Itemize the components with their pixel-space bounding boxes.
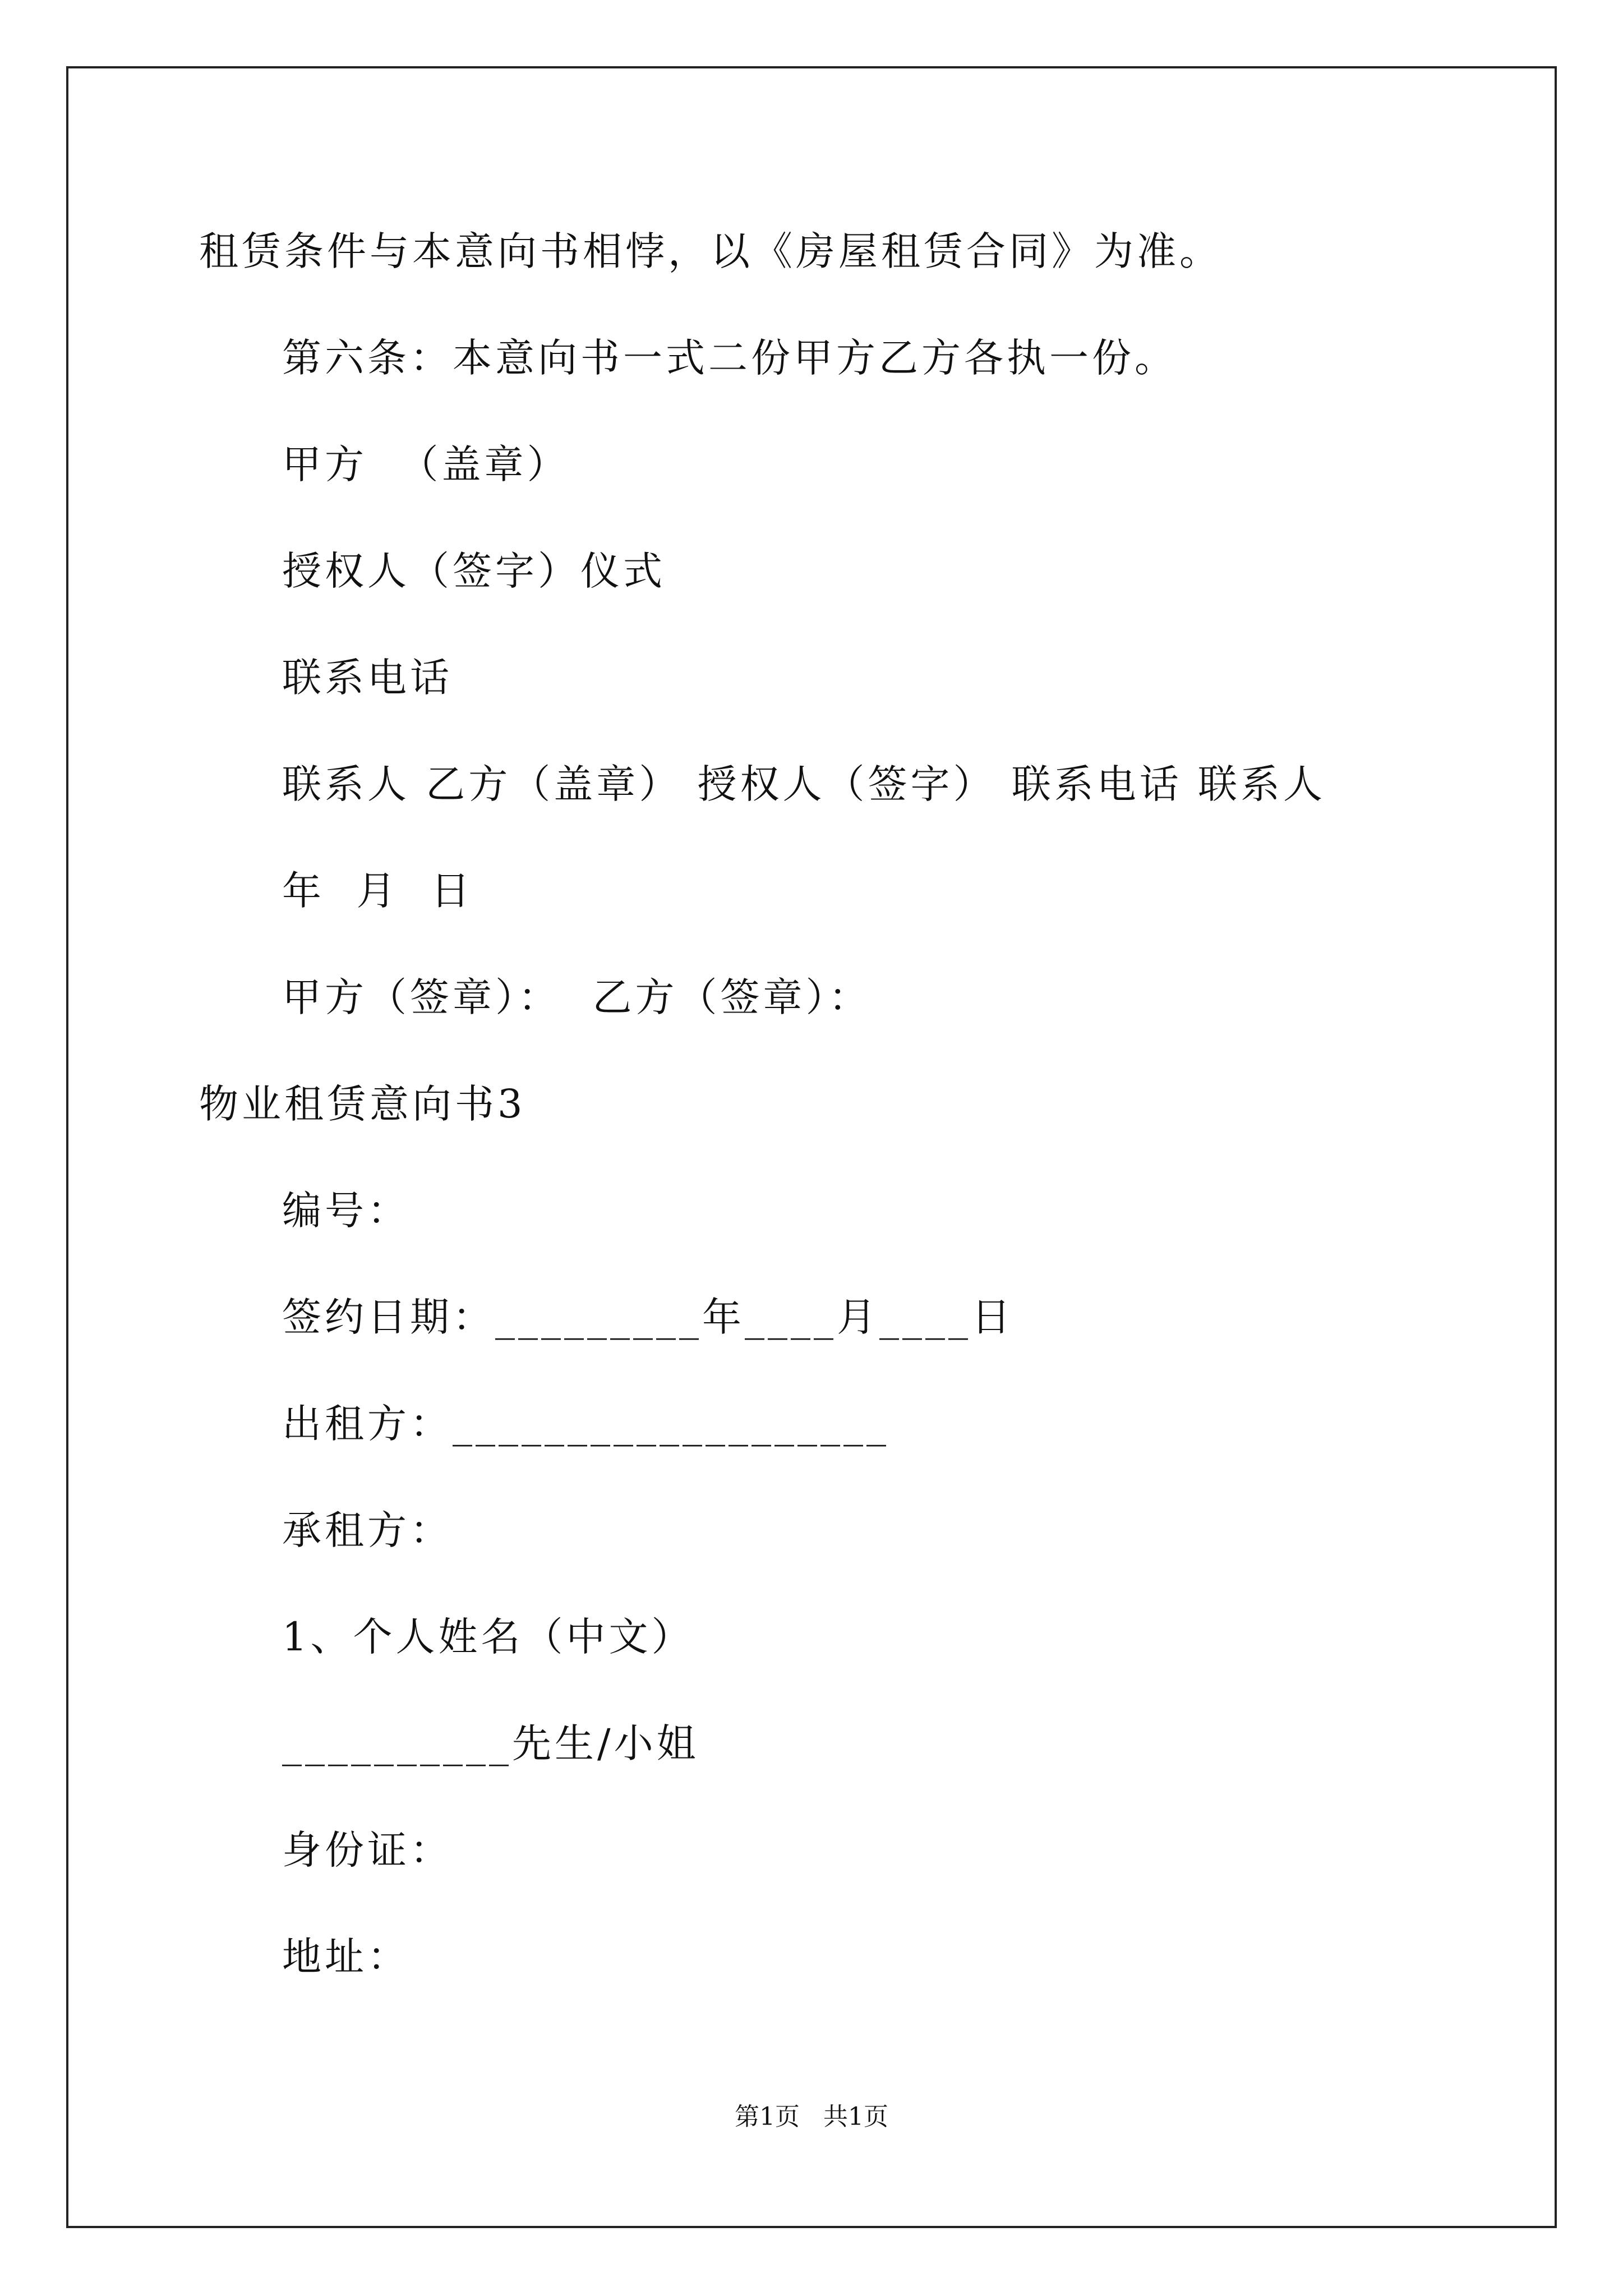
authorized-person-signature: 授权人（签字）仪式	[282, 548, 666, 594]
id-card-field: 身份证：	[282, 1827, 453, 1873]
lessee-field: 承租方：	[282, 1507, 453, 1553]
contact-line-party-b: 联系人 乙方（盖章） 授权人（签字） 联系电话 联系人	[282, 761, 1326, 807]
signing-date-field: 签约日期：_________年____月____日	[282, 1294, 1014, 1340]
page-footer: 第1页 共1页	[735, 2102, 888, 2131]
paragraph-lease-terms: 租赁条件与本意向书相悖，以《房屋租赁合同》为准。	[199, 228, 1222, 274]
personal-name-field: 1、个人姓名（中文）	[282, 1614, 694, 1660]
contact-phone: 联系电话	[282, 655, 453, 701]
party-a-seal: 甲方 （盖章）	[282, 441, 570, 487]
date-line: 年 月 日	[282, 868, 474, 914]
lessor-field: 出租方：___________________	[282, 1401, 889, 1447]
signature-line: 甲方（签章）： 乙方（签章）：	[282, 974, 872, 1020]
section-title: 物业租赁意向书3	[199, 1081, 526, 1127]
paragraph-article-six: 第六条：本意向书一式二份甲方乙方各执一份。	[282, 335, 1177, 381]
address-field: 地址：	[282, 1934, 410, 1980]
title-field: __________先生/小姐	[282, 1720, 699, 1766]
page-frame	[66, 66, 1557, 2228]
number-field: 编号：	[282, 1188, 410, 1234]
